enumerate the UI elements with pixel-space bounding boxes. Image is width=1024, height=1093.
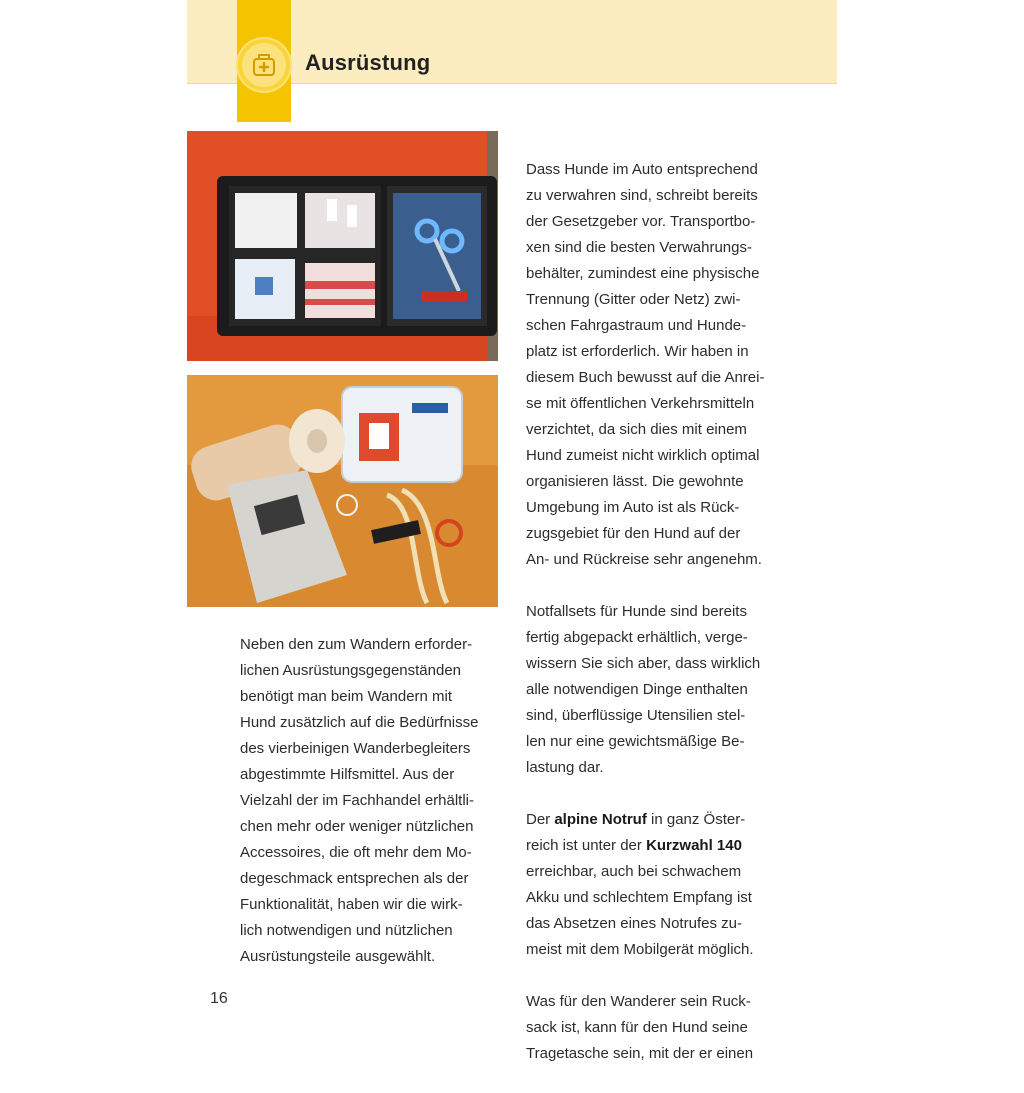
emergency-number: Kurzwahl 140 [646, 837, 742, 854]
paragraph-car-transport: Dass Hunde im Auto entsprechend zu verwahren sind, schreibt bereits der Gesetzgeber vor. Transportbo- xen sind die besten Verwahrungs- behälter, zumindest eine physische Trennung (Gitter oder Netz) zwi- schen Fahrgastraum und Hunde- platz ist erforderlich. Wir haben in diesem Buch bewusst auf die Anrei- se mit öffentlichen Verkehrsmitteln verzichtet, da sich dies mit einem Hund zumeist nicht wirklich optimal organisieren lässt. Die gewohnte Umgebung im Auto ist als Rück- zugsgebiet für den Hund auf der An- und Rückreise sehr angenehm. [526, 161, 765, 568]
paragraph-alpine-emergency: Der alpine Notruf in ganz Öster- reich ist unter der Kurzwahl 140 erreichbar, auch bei schwachem Akku und schlechtem Empfang ist das Absetzen eines Notrufes zu- meist mit dem Mobilgerät möglich. [526, 811, 754, 958]
paragraph-emergency-kits: Notfallsets für Hunde sind bereits fertig abgepackt erhältlich, verge- wissern Sie sich aber, dass wirklich alle notwendigen Dinge enthalten sind, überflüssige Utensilien stel- len nur eine gewichtsmäßige Be- lastung dar. [526, 603, 761, 776]
paragraph-dog-bag: Was für den Wanderer sein Ruck- sack ist, kann für den Hund seine Tragetasche sein, mit der er einen [526, 993, 754, 1062]
first-aid-bag-icon [236, 37, 292, 93]
page-number: 16 [210, 990, 228, 1007]
alpine-emergency-term: alpine Notruf [554, 811, 647, 828]
dog-first-aid-supplies-photo [187, 375, 498, 607]
right-column-text [526, 131, 784, 1093]
chapter-title: Ausrüstung [305, 50, 431, 75]
first-aid-kit-open-photo [187, 131, 498, 361]
left-column-text: Neben den zum Wandern erforder- lichen Ausrüstungsgegenständen benötigt man beim Wandern mit Hund zusätzlich auf die Bedürfnisse des vierbeinigen Wanderbegleiters abgestimmte Hilfsmittel. Aus der Vielzahl der im Fachhandel erhältli- chen mehr oder weniger nützlichen Accessoires, die oft mehr dem Mo- degeschmack entsprechen als der Funktionalität, haben wir die wirk- lich notwendigen und nützlichen Ausrüstungsteile ausgewählt. [240, 636, 479, 965]
